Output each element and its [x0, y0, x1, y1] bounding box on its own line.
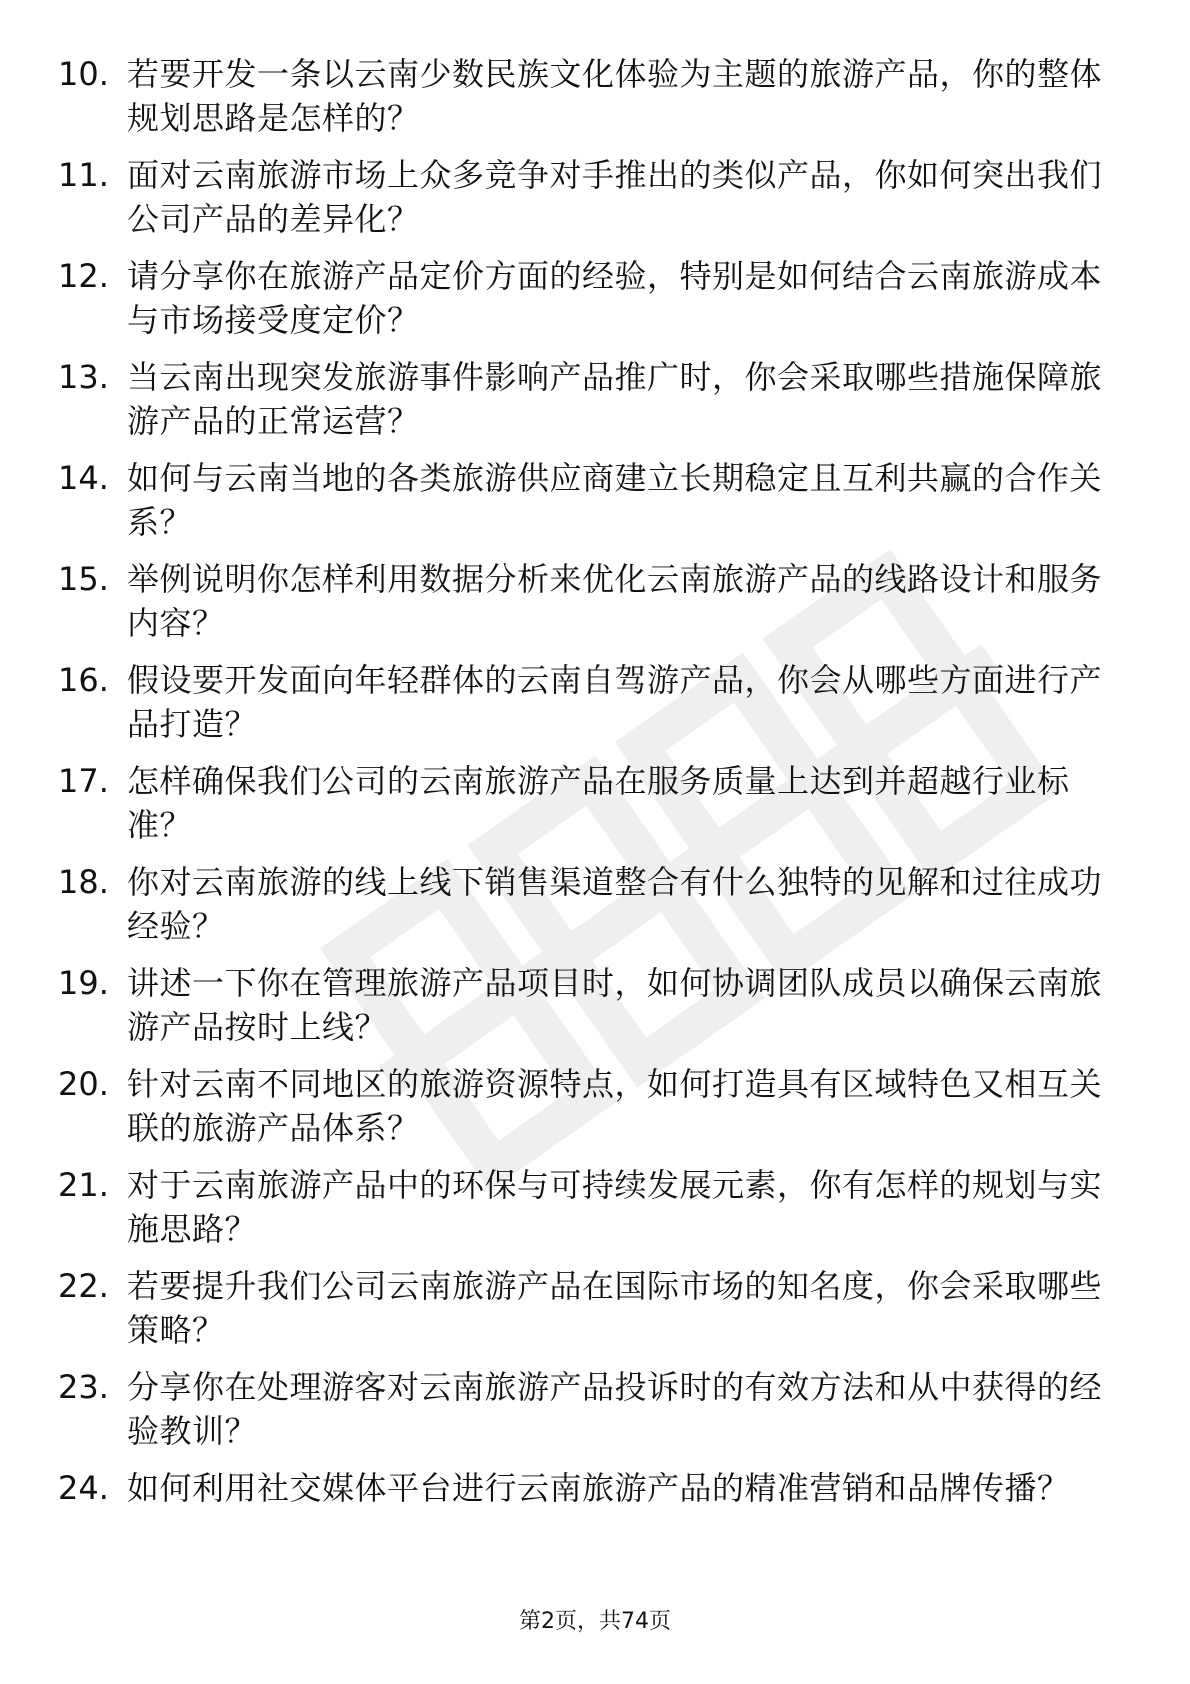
question-number: 19.	[58, 964, 109, 1002]
question-text: 怎样确保我们公司的云南旅游产品在服务质量上达到并超越行业标准？	[127, 762, 1070, 844]
question-list	[0, 52, 1190, 1567]
question-item	[0, 1062, 1190, 1163]
question-text: 你对云南旅游的线上线下销售渠道整合有什么独特的见解和过往成功经验？	[127, 863, 1103, 945]
question-number: 22.	[58, 1267, 109, 1305]
question-number: 12.	[58, 257, 109, 295]
question-item	[0, 1163, 1190, 1264]
question-item	[0, 52, 1190, 153]
question-text: 分享你在处理游客对云南旅游产品投诉时的有效方法和从中获得的经验教训？	[127, 1368, 1103, 1450]
question-number: 18.	[58, 863, 109, 901]
question-text: 举例说明你怎样利用数据分析来优化云南旅游产品的线路设计和服务内容？	[127, 560, 1103, 642]
question-number: 21.	[58, 1166, 109, 1204]
question-text: 针对云南不同地区的旅游资源特点，如何打造具有区域特色又相互关联的旅游产品体系？	[127, 1065, 1103, 1147]
question-number: 11.	[58, 156, 109, 194]
question-number: 16.	[58, 661, 109, 699]
question-number: 23.	[58, 1368, 109, 1406]
question-number: 24.	[58, 1469, 109, 1507]
question-item	[0, 1365, 1190, 1466]
question-number: 17.	[58, 762, 109, 800]
question-item	[0, 355, 1190, 456]
question-item	[0, 759, 1190, 860]
question-item	[0, 860, 1190, 961]
question-number: 14.	[58, 459, 109, 497]
question-text: 请分享你在旅游产品定价方面的经验，特别是如何结合云南旅游成本与市场接受度定价？	[127, 257, 1103, 339]
question-item	[0, 254, 1190, 355]
question-text: 当云南出现突发旅游事件影响产品推广时，你会采取哪些措施保障旅游产品的正常运营？	[127, 358, 1103, 440]
question-item	[0, 658, 1190, 759]
question-text: 讲述一下你在管理旅游产品项目时，如何协调团队成员以确保云南旅游产品按时上线？	[127, 964, 1103, 1046]
question-text: 若要提升我们公司云南旅游产品在国际市场的知名度，你会采取哪些策略？	[127, 1267, 1103, 1349]
question-number: 15.	[58, 560, 109, 598]
page-footer: 第2页，共74页	[519, 1609, 671, 1634]
question-text: 如何利用社交媒体平台进行云南旅游产品的精准营销和品牌传播？	[127, 1469, 1070, 1507]
question-item	[0, 456, 1190, 557]
question-text: 假设要开发面向年轻群体的云南自驾游产品，你会从哪些方面进行产品打造？	[127, 661, 1103, 743]
question-item	[0, 1466, 1190, 1567]
question-item	[0, 1264, 1190, 1365]
question-number: 10.	[58, 55, 109, 93]
question-text: 对于云南旅游产品中的环保与可持续发展元素，你有怎样的规划与实施思路？	[127, 1166, 1103, 1248]
question-number: 20.	[58, 1065, 109, 1103]
question-item	[0, 153, 1190, 254]
question-item	[0, 961, 1190, 1062]
question-text: 若要开发一条以云南少数民族文化体验为主题的旅游产品，你的整体规划思路是怎样的？	[127, 55, 1103, 137]
question-item	[0, 557, 1190, 658]
question-number: 13.	[58, 358, 109, 396]
question-text: 面对云南旅游市场上众多竞争对手推出的类似产品，你如何突出我们公司产品的差异化？	[127, 156, 1103, 238]
question-text: 如何与云南当地的各类旅游供应商建立长期稳定且互利共赢的合作关系？	[127, 459, 1103, 541]
